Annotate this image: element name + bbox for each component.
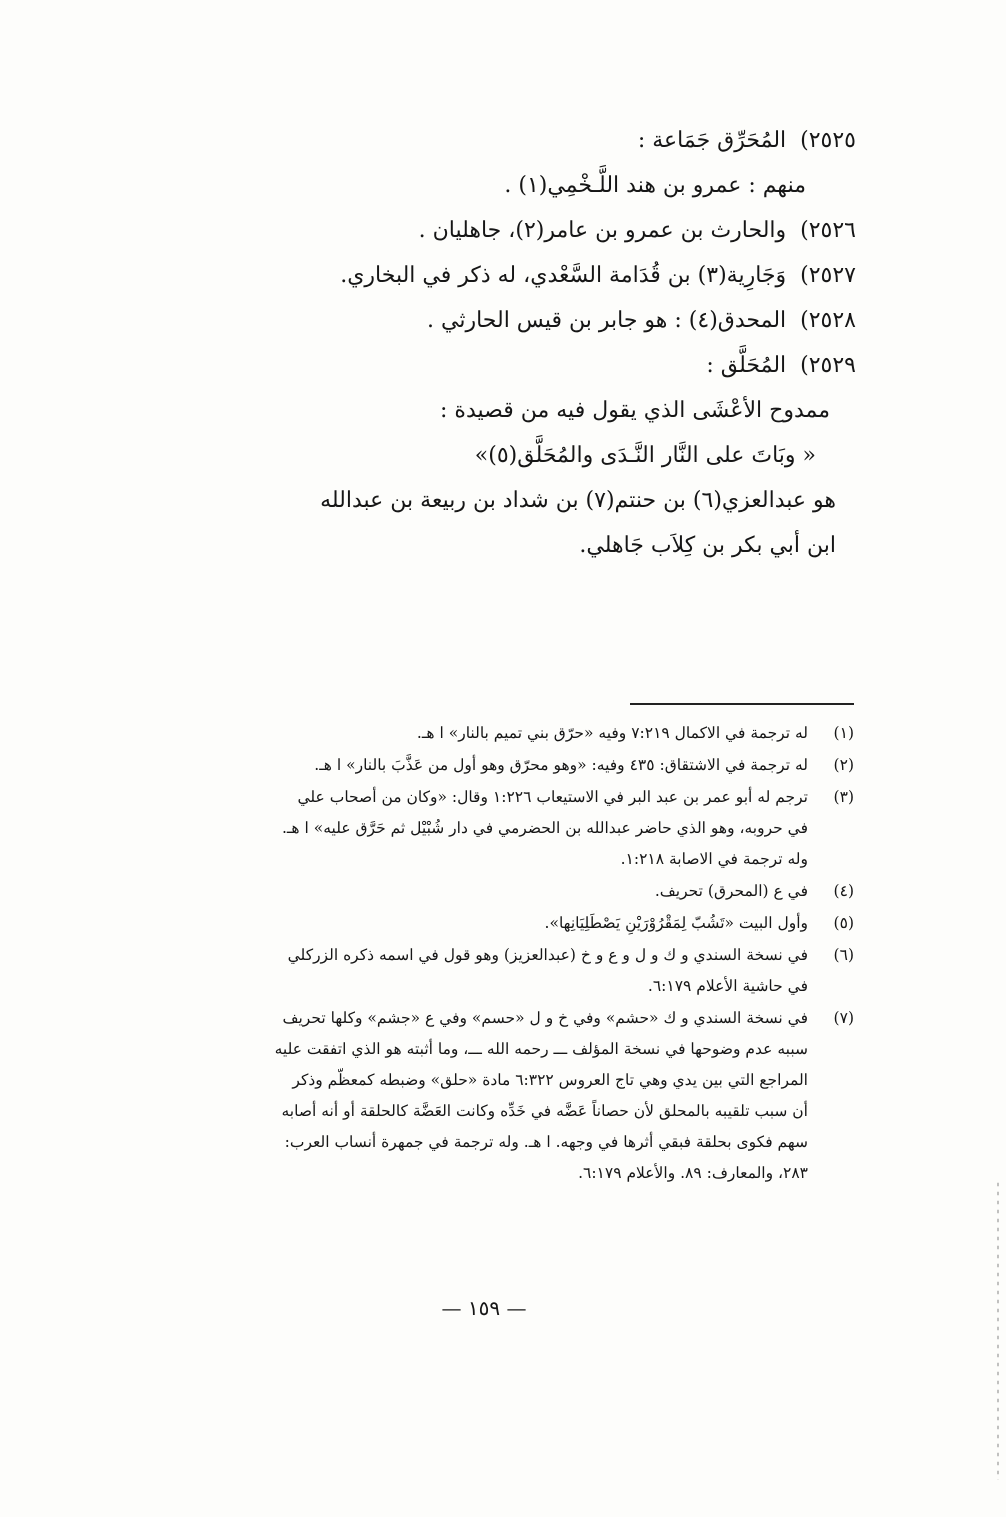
footnote-2 bbox=[134, 750, 854, 781]
main-text bbox=[136, 118, 856, 568]
entry-text: ابن أبي بكر بن كِلاَب جَاهلي. bbox=[579, 533, 836, 558]
footnote-line: ترجم له أبو عمر بن عبد البر في الاستيعاب ١:٢٢٦ وقال: «وكان من أصحاب علي bbox=[297, 788, 808, 806]
footnote-line: أن سبب تلقيبه بالمحلق لأن حصاناً عَضَّه في خَدِّه وكانت العَضَّة كالحلقة أو أنه أصابه bbox=[281, 1102, 808, 1120]
footnote-line: سببه عدم وضوحها في نسخة المؤلف ـــ رحمه الله ـــ، وما أثبته هو الذي اتفقت عليه bbox=[274, 1040, 808, 1058]
entry-2528 bbox=[136, 298, 856, 343]
entry-text: والحارث بن عمرو بن عامر(٢)، جاهليان . bbox=[418, 218, 787, 243]
footnote-4 bbox=[134, 876, 854, 907]
footnote-number: (٦) bbox=[833, 946, 854, 964]
footnote-line: في ع (المحرق) تحريف. bbox=[654, 882, 808, 900]
entry-number: ٢٥٢٥) bbox=[800, 128, 856, 153]
entry-2529 bbox=[136, 343, 856, 388]
footnote-line: ٢٨٣، والمعارف: ٨٩. والأعلام ٦:١٧٩. bbox=[578, 1164, 808, 1182]
footnote-line: سهم فكوى بحلقة فبقي أثرها في وجهه. ا هـ. وله ترجمة في جمهرة أنساب العرب: bbox=[284, 1133, 808, 1151]
entry-text: منهم : عمرو بن هند اللَّـخْمِي(١) . bbox=[504, 173, 806, 198]
entry-2526 bbox=[136, 208, 856, 253]
footnote-5 bbox=[134, 908, 854, 939]
footnote-6 bbox=[134, 940, 854, 1002]
footnote-number: (٤) bbox=[833, 882, 854, 900]
entry-2529-lineage-line-1 bbox=[136, 478, 856, 523]
footnote-line: له ترجمة في الاكمال ٧:٢١٩ وفيه «حرّق بني تميم بالنار» ا هـ. bbox=[416, 724, 808, 742]
page-number: — ١٥٩ — bbox=[441, 1296, 527, 1320]
verse-text: « وبَاتَ على النَّار النَّـدَى والمُحَلَّق(٥)» bbox=[474, 443, 816, 468]
entry-number: ٢٥٢٧) bbox=[800, 263, 856, 288]
entry-number: ٢٥٢٦) bbox=[800, 218, 856, 243]
footnote-3 bbox=[134, 782, 854, 875]
footnote-line: المراجع التي بين يدي وهي تاج العروس ٦:٣٢٢ مادة «حلق» وضبطه كمعظّم وذكر bbox=[292, 1071, 808, 1089]
entry-text: المحدق(٤) : هو جابر بن قيس الحارثي . bbox=[427, 308, 787, 333]
entry-text: المُحَلَّق : bbox=[706, 353, 787, 378]
entry-2525-continuation bbox=[136, 163, 856, 208]
entry-2525 bbox=[136, 118, 856, 163]
footnote-number: (٥) bbox=[833, 914, 854, 932]
footnote-7 bbox=[134, 1003, 854, 1189]
entry-text: المُحَرِّق جَمَاعة : bbox=[637, 128, 787, 153]
entry-text: ممدوح الأعْشَى الذي يقول فيه من قصيدة : bbox=[440, 398, 830, 423]
footnote-number: (٧) bbox=[833, 1009, 854, 1027]
footnote-line: وأول البيت «تَشُبّ لِمَقْرُوْرَيْنِ يَصْطَلِيَانِها». bbox=[544, 914, 808, 932]
entry-2527 bbox=[136, 253, 856, 298]
footnote-line: في حاشية الأعلام ٦:١٧٩. bbox=[647, 977, 808, 995]
entry-number: ٢٥٢٨) bbox=[800, 308, 856, 333]
footnote-line: في نسخة السندي و ك «حشم» وفي خ و ل «حسم» وفي ع «جشم» وكلها تحريف bbox=[282, 1009, 808, 1027]
footnote-line: في نسخة السندي و ك و ل و ع و خ (عبدالعزيز) وهو قول في اسمه ذكره الزركلي bbox=[287, 946, 808, 964]
footnote-number: (٣) bbox=[833, 788, 854, 806]
entry-text: وَجَارِية(٣) بن قُدَامة السَّعْدي، له ذكر في البخاري. bbox=[340, 263, 787, 288]
footnote-1 bbox=[134, 718, 854, 749]
footnote-number: (٢) bbox=[833, 756, 854, 774]
footnote-line: في حروبه، وهو الذي حاضر عبدالله بن الحضرمي في دار شُبْيْل ثم حَرَّق عليه» ا هـ. bbox=[281, 819, 808, 837]
scan-edge-artifact bbox=[996, 1180, 1000, 1480]
footnotes bbox=[134, 718, 854, 1190]
poem-verse bbox=[136, 433, 856, 478]
entry-2529-lineage-line-2 bbox=[136, 523, 856, 568]
entry-2529-description bbox=[136, 388, 856, 433]
entry-number: ٢٥٢٩) bbox=[800, 353, 856, 378]
entry-text: هو عبدالعزي(٦) بن حنتم(٧) بن شداد بن ربيعة بن عبدالله bbox=[320, 488, 836, 513]
footnote-line: وله ترجمة في الاصابة ١:٢١٨. bbox=[620, 850, 808, 868]
footnote-number: (١) bbox=[833, 724, 854, 742]
footnote-line: له ترجمة في الاشتقاق: ٤٣٥ وفيه: «وهو محرّق وهو أول من عَذَّبَ بالنار» ا هـ. bbox=[314, 756, 808, 774]
footnote-separator bbox=[630, 703, 854, 705]
